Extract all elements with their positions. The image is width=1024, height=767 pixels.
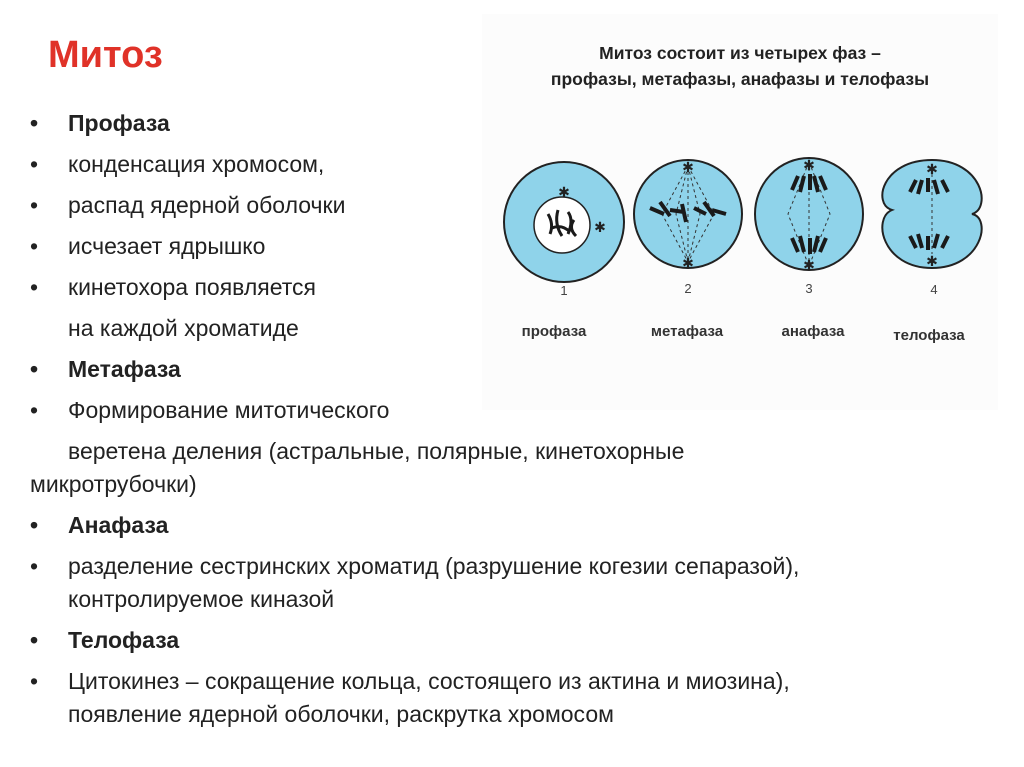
bullet-dot: • xyxy=(30,192,39,218)
bullet-continuation xyxy=(30,308,990,349)
bullet-text: Телофаза xyxy=(68,627,180,653)
bullet-dot: • xyxy=(30,356,39,382)
bullet-text: Анафаза xyxy=(68,512,169,538)
bullet-telophase xyxy=(30,620,990,661)
bullet-text: микротрубочки) xyxy=(30,471,197,497)
phase-label-metaphase: метафаза xyxy=(650,323,724,340)
phase-number-1: 1 xyxy=(560,283,568,298)
phase-number-3: 3 xyxy=(805,281,813,296)
bullet-text: появление ядерной оболочки, раскрутка хромосом xyxy=(68,701,614,727)
bullet-item xyxy=(30,267,990,308)
svg-text:✱: ✱ xyxy=(926,253,938,269)
bullet-text: Цитокинез – сокращение кольца, состоящего из актина и миозина), xyxy=(68,668,790,694)
bullet-continuation xyxy=(30,431,990,505)
bullet-text: конденсация хромосом, xyxy=(68,151,325,177)
bullet-text: Формирование митотического xyxy=(68,397,390,423)
bullet-text: Метафаза xyxy=(68,356,181,382)
bullet-text: разделение сестринских хроматид (разрушение когезии сепаразой), xyxy=(68,553,800,579)
svg-text:✱: ✱ xyxy=(803,157,815,173)
bullet-dot: • xyxy=(30,151,39,177)
bullet-text: Профаза xyxy=(68,110,170,136)
bullet-text: кинетохора появляется xyxy=(68,274,316,300)
bullet-dot: • xyxy=(30,397,39,423)
figure-heading-line-2: профазы, метафазы, анафазы и телофазы xyxy=(550,69,930,89)
bullet-text: веретена деления (астральные, полярные, кинетохорные xyxy=(68,438,685,464)
svg-text:✱: ✱ xyxy=(594,219,606,235)
bullet-prophase xyxy=(30,103,990,144)
slide-title: Митоз xyxy=(48,34,163,76)
bullet-text: исчезает ядрышко xyxy=(68,233,266,259)
phase-number-2: 2 xyxy=(684,281,692,296)
bullet-dot: • xyxy=(30,274,39,300)
svg-text:✱: ✱ xyxy=(682,255,694,271)
bullet-dot: • xyxy=(30,627,39,653)
svg-text:✱: ✱ xyxy=(803,257,815,273)
bullet-dot: • xyxy=(30,512,39,538)
svg-text:✱: ✱ xyxy=(682,159,694,175)
bullet-metaphase xyxy=(30,349,990,390)
figure-heading-line-1: Митоз состоит из четырех фаз – xyxy=(599,43,881,63)
bullet-text: контролируемое киназой xyxy=(68,586,335,612)
bullet-list xyxy=(30,103,990,735)
bullet-text: на каждой хроматиде xyxy=(68,315,299,341)
phase-number-4: 4 xyxy=(930,282,938,297)
bullet-item xyxy=(30,144,990,185)
bullet-item xyxy=(30,661,990,735)
svg-text:✱: ✱ xyxy=(926,161,938,177)
bullet-text: распад ядерной оболочки xyxy=(68,192,346,218)
svg-text:✱: ✱ xyxy=(558,184,570,200)
bullet-item xyxy=(30,226,990,267)
bullet-item xyxy=(30,390,990,431)
phase-label-anaphase: анафаза xyxy=(781,323,845,340)
bullet-item xyxy=(30,185,990,226)
bullet-dot: • xyxy=(30,553,39,579)
bullet-dot: • xyxy=(30,668,39,694)
bullet-anaphase xyxy=(30,505,990,546)
bullet-dot: • xyxy=(30,110,39,136)
phase-label-prophase: профаза xyxy=(521,323,587,340)
bullet-item xyxy=(30,546,990,620)
phase-label-telophase: телофаза xyxy=(893,327,965,344)
bullet-dot: • xyxy=(30,233,39,259)
